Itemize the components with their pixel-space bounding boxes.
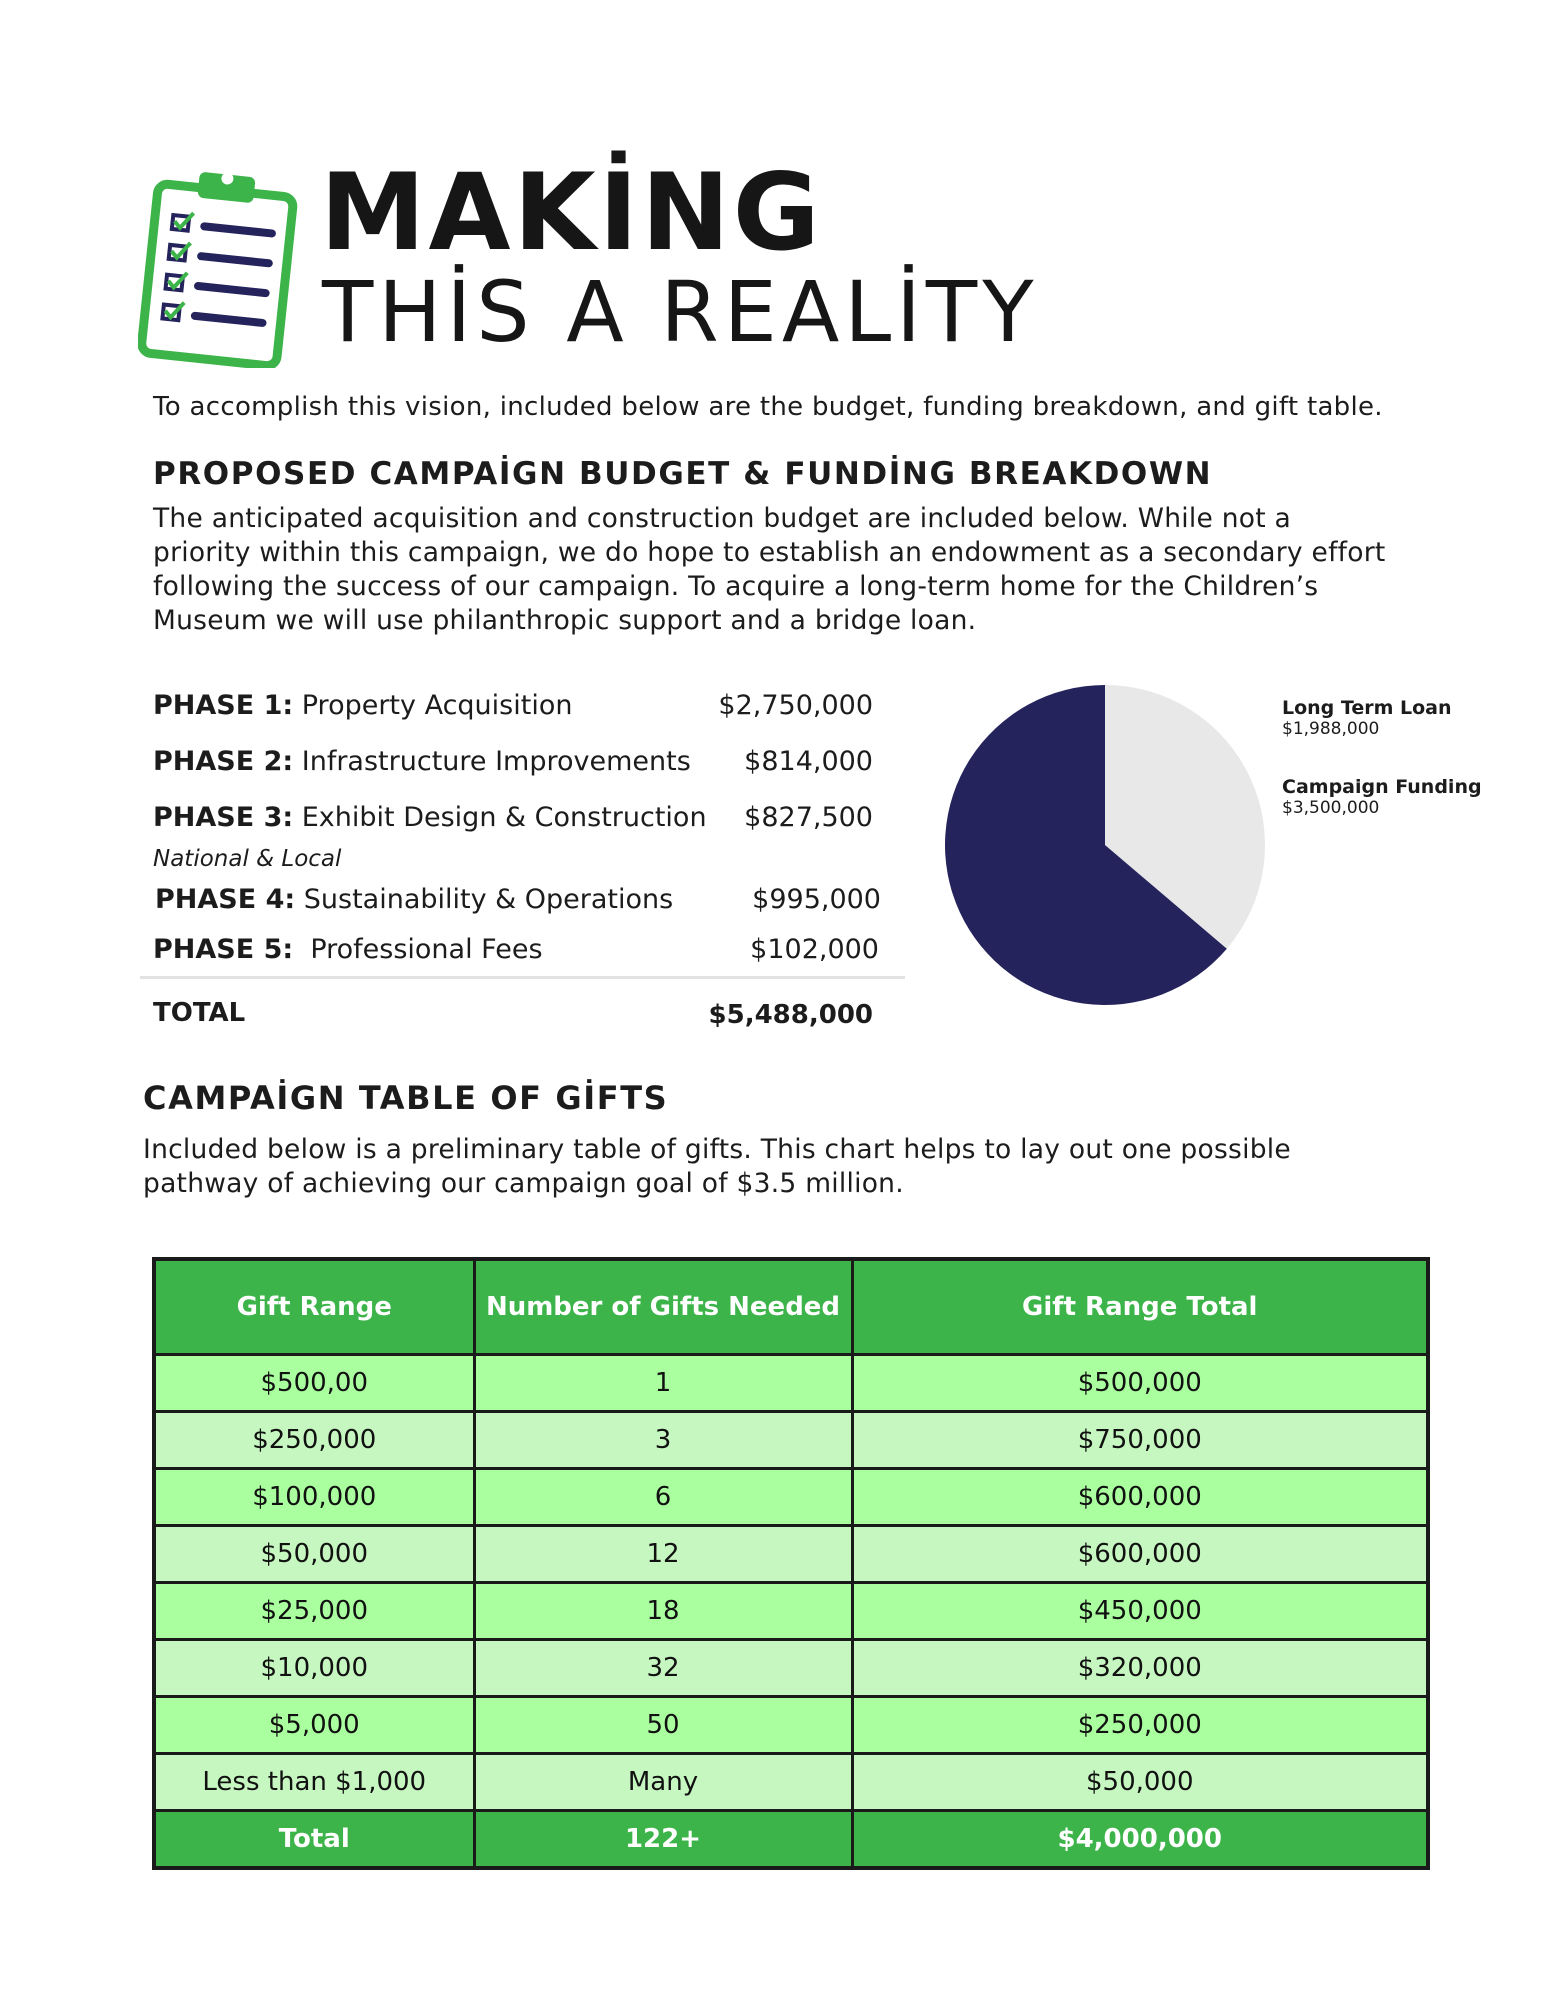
budget-row-phase-3	[153, 802, 873, 842]
cell-gift-range-total: $500,000	[852, 1355, 1428, 1412]
cell-total-count: 122+	[474, 1811, 852, 1869]
phase-amount: $814,000	[744, 746, 873, 777]
legend-label: Long Term Loan	[1282, 697, 1452, 719]
phase-name: Property Acquisition	[301, 690, 573, 721]
column-header-gift-range: Gift Range	[154, 1259, 474, 1355]
table-row	[154, 1754, 1428, 1811]
budget-paragraph	[153, 502, 1385, 638]
phase-amount: $102,000	[750, 934, 879, 965]
page-subtitle: THİS A REALİTY	[322, 263, 1039, 361]
gift-table	[152, 1257, 1430, 1870]
budget-row-phase-1	[153, 690, 873, 730]
phase-name: Infrastructure Improvements	[301, 746, 691, 777]
cell-gift-range-total: $600,000	[852, 1469, 1428, 1526]
table-row	[154, 1469, 1428, 1526]
gifts-paragraph-line: Included below is a preliminary table of gifts. This chart helps to lay out one possible	[143, 1134, 1291, 1165]
cell-number-of-gifts: 18	[474, 1583, 852, 1640]
cell-number-of-gifts: Many	[474, 1754, 852, 1811]
budget-paragraph-line: following the success of our campaign. To acquire a long-term home for the Children’s	[153, 571, 1319, 602]
cell-gift-range: $500,00	[154, 1355, 474, 1412]
phase-label: PHASE 4:	[155, 884, 296, 915]
budget-total-label: TOTAL	[153, 998, 246, 1028]
column-header-gift-range-total: Gift Range Total	[852, 1259, 1428, 1355]
intro-text: To accomplish this vision, included below are the budget, funding breakdown, and gift table.	[153, 392, 1383, 422]
budget-total-amount: $5,488,000	[708, 1000, 873, 1030]
cell-gift-range: $50,000	[154, 1526, 474, 1583]
phase-amount: $2,750,000	[718, 690, 873, 721]
legend-value: $3,500,000	[1282, 798, 1380, 818]
cell-gift-range: $25,000	[154, 1583, 474, 1640]
budget-row-phase-4	[155, 884, 881, 924]
phase-name: Sustainability & Operations	[303, 884, 674, 915]
budget-row-phase-5	[153, 934, 879, 974]
budget-row-phase-2	[153, 746, 873, 786]
table-row	[154, 1583, 1428, 1640]
legend-campaign-funding	[1282, 776, 1482, 818]
cell-total-label: Total	[154, 1811, 474, 1869]
legend-label: Campaign Funding	[1282, 776, 1482, 798]
budget-divider	[140, 976, 905, 979]
cell-gift-range-total: $250,000	[852, 1697, 1428, 1754]
phase-label: PHASE 1:	[153, 690, 294, 721]
phase-label: PHASE 3:	[153, 802, 294, 833]
table-row	[154, 1412, 1428, 1469]
funding-pie-chart	[940, 680, 1270, 1010]
cell-gift-range-total: $450,000	[852, 1583, 1428, 1640]
budget-paragraph-line: The anticipated acquisition and construction budget are included below. While not a	[153, 503, 1292, 534]
legend-long-term-loan	[1282, 697, 1452, 739]
cell-number-of-gifts: 32	[474, 1640, 852, 1697]
gift-table-total-row	[154, 1811, 1428, 1869]
table-row	[154, 1355, 1428, 1412]
cell-gift-range: Less than $1,000	[154, 1754, 474, 1811]
cell-number-of-gifts: 12	[474, 1526, 852, 1583]
phase-name: Exhibit Design & Construction	[301, 802, 707, 833]
gifts-paragraph	[143, 1133, 1291, 1201]
phase-3-note: National & Local	[153, 846, 342, 872]
gifts-heading: CAMPAİGN TABLE OF GİFTS	[143, 1079, 669, 1117]
budget-paragraph-line: priority within this campaign, we do hope to establish an endowment as a secondary effort	[153, 537, 1386, 568]
cell-gift-range: $250,000	[154, 1412, 474, 1469]
table-row	[154, 1640, 1428, 1697]
table-row	[154, 1526, 1428, 1583]
cell-gift-range: $5,000	[154, 1697, 474, 1754]
cell-gift-range: $100,000	[154, 1469, 474, 1526]
phase-amount: $995,000	[752, 884, 881, 915]
cell-gift-range-total: $750,000	[852, 1412, 1428, 1469]
cell-gift-range-total: $50,000	[852, 1754, 1428, 1811]
gift-table-header-row	[154, 1259, 1428, 1355]
table-row	[154, 1697, 1428, 1754]
phase-amount: $827,500	[744, 802, 873, 833]
budget-paragraph-line: Museum we will use philanthropic support and a bridge loan.	[153, 605, 977, 636]
budget-total-row	[153, 998, 873, 1028]
cell-gift-range-total: $600,000	[852, 1526, 1428, 1583]
gifts-paragraph-line: pathway of achieving our campaign goal of $3.5 million.	[143, 1168, 904, 1199]
cell-number-of-gifts: 6	[474, 1469, 852, 1526]
legend-value: $1,988,000	[1282, 719, 1380, 739]
cell-number-of-gifts: 3	[474, 1412, 852, 1469]
page-title: MAKİNG	[320, 151, 823, 274]
cell-number-of-gifts: 50	[474, 1697, 852, 1754]
column-header-number-of-gifts: Number of Gifts Needed	[474, 1259, 852, 1355]
cell-number-of-gifts: 1	[474, 1355, 852, 1412]
budget-heading: PROPOSED CAMPAİGN BUDGET & FUNDİNG BREAKDOWN	[153, 456, 1213, 492]
cell-total-amount: $4,000,000	[852, 1811, 1428, 1869]
clipboard-checklist-icon	[138, 168, 298, 368]
cell-gift-range: $10,000	[154, 1640, 474, 1697]
phase-label: PHASE 2:	[153, 746, 294, 777]
phase-name: Professional Fees	[301, 934, 543, 965]
phase-label: PHASE 5:	[153, 934, 294, 965]
cell-gift-range-total: $320,000	[852, 1640, 1428, 1697]
